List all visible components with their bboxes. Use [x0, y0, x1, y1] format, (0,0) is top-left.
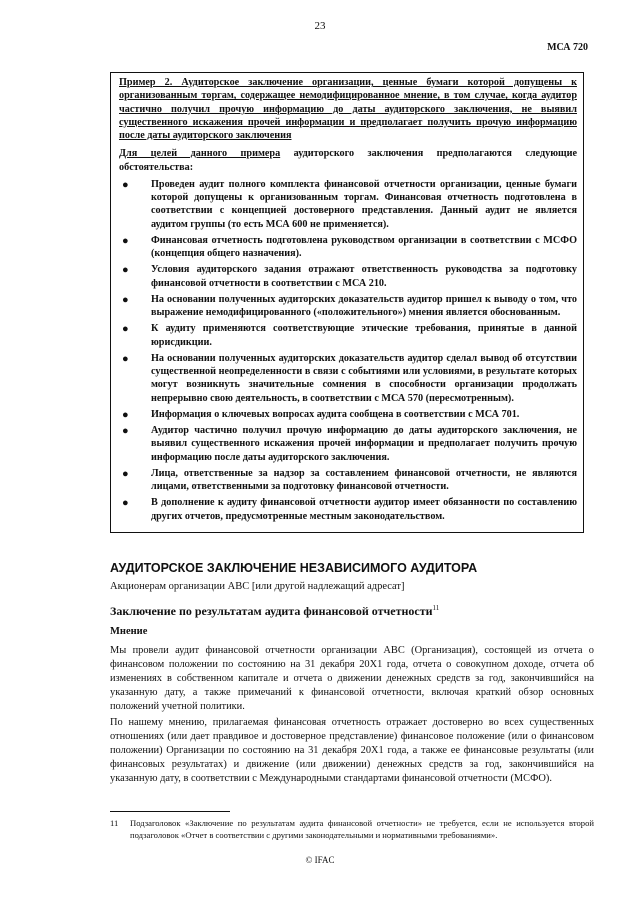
footnote-reference: 11	[432, 604, 440, 612]
bullet-icon: ●	[122, 467, 129, 480]
list-item	[119, 178, 577, 231]
bullet-icon: ●	[122, 497, 129, 510]
list-item-text: Аудитор частично получил прочую информацию до даты аудиторского заключения, не выявил существенного искажения прочей информации и предполагает получить прочую информацию после даты аудиторского заключения.	[151, 425, 577, 463]
bullet-icon: ●	[122, 234, 129, 247]
bullet-icon: ●	[122, 425, 129, 437]
circumstances-list	[119, 178, 577, 523]
list-item	[119, 424, 577, 464]
list-item-text: Проведен аудит полного комплекта финансовой отчетности организации, ценные бумаги которой допущены к организованным торгам. Финансовая отчетность подготовлена в соответствии с концепцией достоверного представления. Данный аудит не является аудитом группы (то есть МСА 600 не применяется).	[151, 178, 577, 230]
list-item-text: Условия аудиторского задания отражают ответственность руководства за подготовку финансовой отчетности в соответствии с МСА 210.	[151, 264, 577, 289]
copyright: © IFAC	[305, 855, 335, 865]
example-intro-rest: аудиторского заключения предполагаются следующие обстоятельства:	[119, 148, 577, 173]
report-subtitle-text: Заключение по результатам аудита финансовой отчетности	[110, 604, 433, 618]
list-item	[119, 467, 577, 494]
list-item-text: Лица, ответственные за надзор за составлением финансовой отчетности, не являются лицами, ответственными за подготовку финансовой отчетности.	[151, 467, 577, 492]
page-number: 23	[314, 20, 326, 32]
list-item-text: На основании полученных аудиторских доказательств аудитор пришел к выводу о том, что выражение немодифицированного («положительного») мнения является обоснованным.	[151, 293, 577, 318]
footnote-divider	[110, 811, 230, 812]
list-item	[119, 496, 577, 523]
footnote-number: 11	[110, 818, 119, 828]
opinion-heading: Мнение	[110, 626, 148, 637]
footnote-text: Подзаголовок «Заключение по результатам аудита финансовой отчетности» не требуется, если не используется второй подзаголовок «Отчет в соответствии с другими законодательными и нормативными требованиями».	[130, 818, 594, 840]
opinion-paragraph-2: По нашему мнению, прилагаемая финансовая отчетность отражает достоверно во всех существенных отношениях (или дает правдивое и достоверное представление) финансовое положение (или о финансовом положении) Организации по состоянию на 31 декабря 20Х1 года, а также ее финансовые результаты (или финансовых результатах) и движение (или движении) денежных средств за год, закончившийся на указанную дату, в соответствии с Международными стандартами финансовой отчетности (МСФО).	[110, 717, 594, 785]
list-item-text: Информация о ключевых вопросах аудита сообщена в соответствии с МСА 701.	[151, 408, 520, 420]
bullet-icon: ●	[122, 178, 129, 191]
list-item	[119, 322, 577, 349]
report-addressee: Акционерам организации ABC [или другой надлежащий адресат]	[110, 581, 405, 592]
bullet-icon: ●	[122, 264, 129, 277]
example-title: Пример 2. Аудиторское заключение организации, ценные бумаги которой допущены к организованным торгам, содержащее немодифицированное мнение, в том случае, когда аудитор частично получил прочую информацию до даты аудиторского заключения, не выявил существенного искажения прочей информации и предполагает получить прочую информацию после даты аудиторского заключения	[119, 77, 577, 141]
bullet-icon: ●	[122, 323, 129, 336]
document-code: МСА 720	[547, 42, 588, 53]
list-item-text: К аудиту применяются соответствующие этические требования, принятые в данной юрисдикции.	[151, 323, 577, 348]
list-item	[119, 352, 577, 405]
list-item	[119, 293, 577, 320]
bullet-icon: ●	[122, 408, 129, 421]
example-intro-underlined: Для целей данного примера	[119, 148, 281, 160]
report-subtitle	[110, 604, 439, 619]
bullet-icon: ●	[122, 293, 129, 306]
list-item	[119, 234, 577, 261]
example-intro	[119, 147, 577, 174]
list-item-text: Финансовая отчетность подготовлена руководством организации в соответствии с МСФО (концепция общего назначения).	[151, 234, 577, 259]
list-item	[119, 408, 577, 421]
footnote	[110, 818, 594, 841]
list-item	[119, 263, 577, 290]
list-item-text: В дополнение к аудиту финансовой отчетности аудитор имеет обязанности по составлению других отчетов, предусмотренные местным законодательством.	[151, 497, 577, 522]
list-item-text: На основании полученных аудиторских доказательств аудитор сделал вывод об отсутствии существенной неопределенности в связи с событиями или условиями, в результате которых могут возникнуть значительные сомнения в способности организации продолжать непрерывно свою деятельность, в соответствии с МСА 570 (пересмотренным).	[151, 352, 577, 404]
example-box	[110, 72, 584, 533]
report-title: АУДИТОРСКОЕ ЗАКЛЮЧЕНИЕ НЕЗАВИСИМОГО АУДИТОРА	[110, 561, 478, 575]
bullet-icon: ●	[122, 352, 129, 365]
opinion-paragraph-1: Мы провели аудит финансовой отчетности организации ABC (Организация), состоящей из отчета о финансовом положении по состоянию на 31 декабря 20Х1 года, отчета о совокупном доходе, отчета об изменениях в собственном капитале и отчета о движении денежных средств за год, закончившийся на указанную дату, а также примечаний к финансовой отчетности, включая краткий обзор основных положений учетной политики.	[110, 645, 594, 713]
